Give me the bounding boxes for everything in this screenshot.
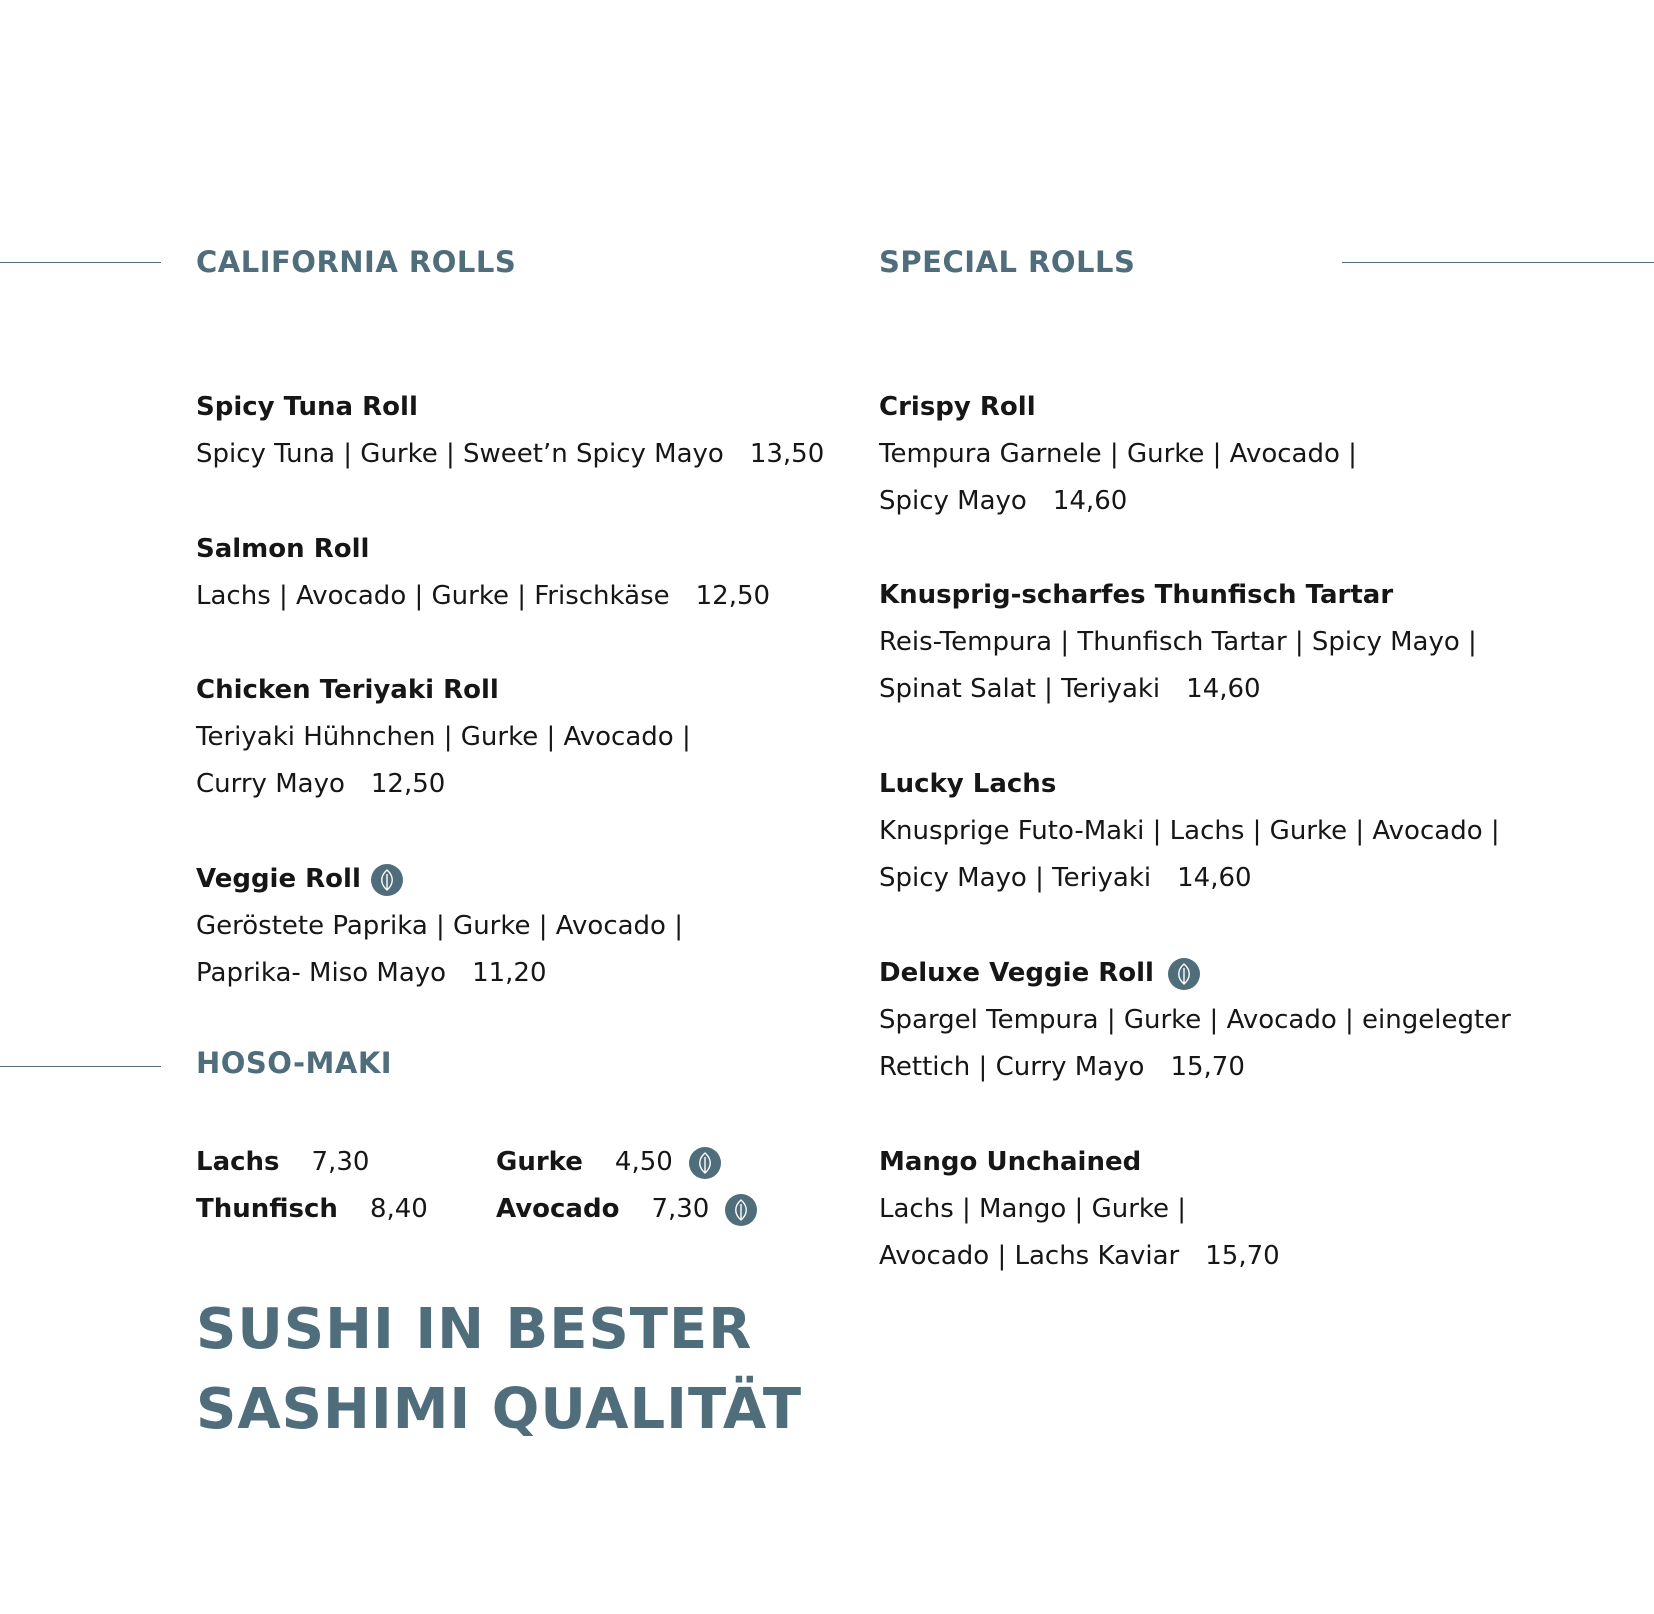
item-description: Spicy Tuna | Gurke | Sweet’n Spicy Mayo 13,50 — [196, 439, 825, 469]
item-name: Avocado — [496, 1194, 620, 1224]
item-name: Salmon Roll — [196, 534, 370, 564]
item-name: Lucky Lachs — [879, 769, 1057, 799]
menu-item — [879, 950, 1579, 1091]
item-price: 15,70 — [1170, 1052, 1245, 1082]
item-name: Thunfisch — [196, 1194, 338, 1224]
leaf-icon — [371, 864, 403, 896]
item-description-line: Knusprige Futo-Maki | Lachs | Gurke | Avocado | — [879, 816, 1500, 846]
menu-item — [196, 384, 825, 478]
item-price: 14,60 — [1177, 863, 1252, 893]
hoso-item — [196, 1139, 369, 1186]
item-description: Spicy Mayo 14,60 — [879, 486, 1128, 516]
item-description-line: Lachs | Mango | Gurke | — [879, 1194, 1187, 1224]
california-divider-line — [0, 262, 161, 263]
item-description: Spicy Mayo | Teriyaki 14,60 — [879, 863, 1252, 893]
hoso-item — [496, 1186, 757, 1233]
item-price: 14,60 — [1186, 674, 1261, 704]
menu-item — [196, 856, 816, 997]
hoso-item — [496, 1139, 721, 1186]
menu-item — [879, 384, 1579, 525]
item-description-line: Reis-Tempura | Thunfisch Tartar | Spicy Mayo | — [879, 627, 1477, 657]
special-rolls-title: SPECIAL ROLLS — [879, 245, 1136, 279]
leaf-icon — [725, 1194, 757, 1226]
item-description: Avocado | Lachs Kaviar 15,70 — [879, 1241, 1280, 1271]
item-name: Deluxe Veggie Roll — [879, 950, 1579, 997]
tagline-line-2: SASHIMI QUALITÄT — [196, 1377, 803, 1442]
item-description: Paprika- Miso Mayo 11,20 — [196, 958, 547, 988]
item-price: 8,40 — [369, 1194, 428, 1224]
item-price: 15,70 — [1205, 1241, 1280, 1271]
item-description-line: Geröstete Paprika | Gurke | Avocado | — [196, 911, 683, 941]
item-name: Knusprig-scharfes Thunfisch Tartar — [879, 580, 1394, 610]
tagline — [196, 1290, 802, 1450]
leaf-icon — [689, 1147, 721, 1179]
menu-item — [879, 572, 1579, 713]
item-price: 13,50 — [749, 439, 825, 469]
menu-item — [879, 761, 1579, 902]
item-price: 4,50 — [614, 1147, 673, 1177]
item-name: Lachs — [196, 1147, 280, 1177]
item-description: Lachs | Avocado | Gurke | Frischkäse 12,50 — [196, 581, 771, 611]
item-name: Chicken Teriyaki Roll — [196, 675, 499, 705]
item-description-line: Teriyaki Hühnchen | Gurke | Avocado | — [196, 722, 691, 752]
item-price: 7,30 — [651, 1194, 710, 1224]
hoso-maki-title: HOSO-MAKI — [196, 1046, 393, 1080]
item-price: 12,50 — [370, 769, 446, 799]
special-divider-line — [1342, 262, 1654, 263]
item-description-line: Spargel Tempura | Gurke | Avocado | eingelegter — [879, 1005, 1511, 1035]
item-description: Spinat Salat | Teriyaki 14,60 — [879, 674, 1261, 704]
hoso-item — [196, 1186, 428, 1233]
item-description: Rettich | Curry Mayo 15,70 — [879, 1052, 1245, 1082]
menu-item — [196, 526, 816, 620]
leaf-icon — [1168, 958, 1200, 990]
tagline-line-1: SUSHI IN BESTER — [196, 1297, 753, 1362]
item-name: Crispy Roll — [879, 392, 1036, 422]
item-price: 14,60 — [1052, 486, 1128, 516]
item-name: Spicy Tuna Roll — [196, 392, 418, 422]
item-price: 12,50 — [695, 581, 771, 611]
california-rolls-title: CALIFORNIA ROLLS — [196, 245, 517, 279]
item-description-line: Tempura Garnele | Gurke | Avocado | — [879, 439, 1357, 469]
menu-item — [879, 1139, 1579, 1280]
item-name: Gurke — [496, 1147, 583, 1177]
item-description: Curry Mayo 12,50 — [196, 769, 446, 799]
item-name: Veggie Roll — [196, 856, 816, 903]
hoso-divider-line — [0, 1066, 161, 1067]
item-price: 11,20 — [472, 958, 547, 988]
menu-item — [196, 667, 816, 808]
item-name: Mango Unchained — [879, 1147, 1142, 1177]
item-price: 7,30 — [311, 1147, 370, 1177]
